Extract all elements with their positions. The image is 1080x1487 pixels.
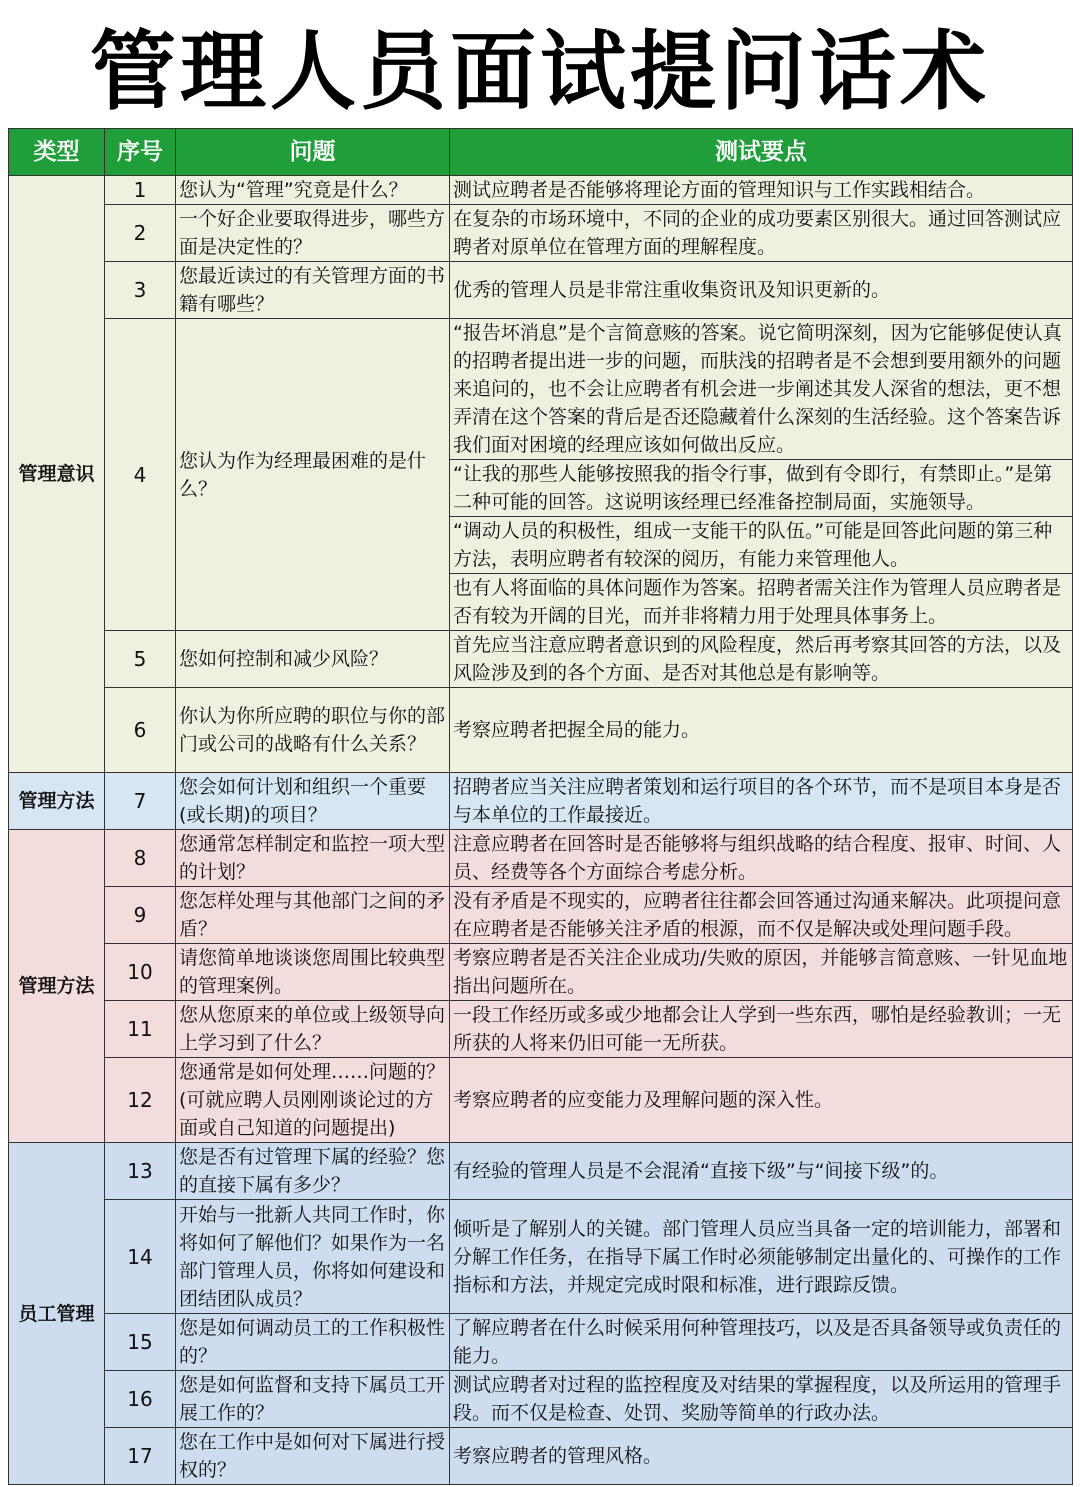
interview-table <box>8 128 1073 1485</box>
table-header-row <box>9 129 1073 176</box>
answer-cell: 有经验的管理人员是不会混淆“直接下级”与“间接下级”的。 <box>450 1143 1073 1200</box>
table-row <box>9 1371 1073 1428</box>
page-title: 管理人员面试提问话术 <box>90 22 990 122</box>
answer-cell: 招聘者应当关注应聘者策划和运行项目的各个环节，而不是项目本身是否与本单位的工作最接近。 <box>450 773 1073 830</box>
question-cell: 您认为“管理”究竟是什么？ <box>176 176 450 205</box>
header-question: 问题 <box>176 129 450 176</box>
answer-part: “调动人员的积极性，组成一支能干的队伍。”可能是回答此问题的第三种方法，表明应聘者有较深的阅历，有能力来管理他人。 <box>450 517 1072 574</box>
table-row <box>9 944 1073 1001</box>
category-cell: 员工管理 <box>9 1143 105 1485</box>
question-cell: 您最近读过的有关管理方面的书籍有哪些？ <box>176 262 450 319</box>
answer-cell: 没有矛盾是不现实的，应聘者往往都会回答通过沟通来解决。此项提问意在应聘者是否能够关注矛盾的根源，而不仅是解决或处理问题手段。 <box>450 887 1073 944</box>
category-cell: 管理方法 <box>9 830 105 1143</box>
row-number: 5 <box>105 631 176 688</box>
answer-cell: 一段工作经历或多或少地都会让人学到一些东西，哪怕是经验教训；一无所获的人将来仍旧可能一无所获。 <box>450 1001 1073 1058</box>
header-number: 序号 <box>105 129 176 176</box>
category-cell: 管理方法 <box>9 773 105 830</box>
row-number: 16 <box>105 1371 176 1428</box>
answer-cell <box>450 319 1073 631</box>
row-number: 12 <box>105 1058 176 1143</box>
table-row <box>9 1428 1073 1485</box>
question-cell: 你认为你所应聘的职位与你的部门或公司的战略有什么关系？ <box>176 688 450 773</box>
row-number: 6 <box>105 688 176 773</box>
row-number: 2 <box>105 205 176 262</box>
table-row <box>9 773 1073 830</box>
row-number: 15 <box>105 1314 176 1371</box>
header-test-points: 测试要点 <box>450 129 1073 176</box>
question-cell: 请您简单地谈谈您周围比较典型的管理案例。 <box>176 944 450 1001</box>
row-number: 17 <box>105 1428 176 1485</box>
table-row <box>9 176 1073 205</box>
row-number: 3 <box>105 262 176 319</box>
question-cell: 您是如何监督和支持下属员工开展工作的？ <box>176 1371 450 1428</box>
row-number: 14 <box>105 1200 176 1314</box>
question-cell: 开始与一批新人共同工作时，你将如何了解他们？如果作为一名部门管理人员，你将如何建设和团结团队成员？ <box>176 1200 450 1314</box>
table-row <box>9 688 1073 773</box>
header-type: 类型 <box>9 129 105 176</box>
table-row <box>9 1200 1073 1314</box>
category-cell: 管理意识 <box>9 176 105 773</box>
answer-part: “报告坏消息”是个言简意赅的答案。说它简明深刻，因为它能够促使认真的招聘者提出进一步的问题，而肤浅的招聘者是不会想到要用额外的问题来追问的，也不会让应聘者有机会进一步阐述其发人深省的想法，更不想弄清在这个答案的背后是否还隐藏着什么深刻的生活经验。这个答案告诉我们面对困境的经理应该如何做出反应。 <box>450 319 1072 460</box>
answer-cell: 考察应聘者的应变能力及理解问题的深入性。 <box>450 1058 1073 1143</box>
question-cell: 您通常怎样制定和监控一项大型的计划？ <box>176 830 450 887</box>
answer-cell: 考察应聘者的管理风格。 <box>450 1428 1073 1485</box>
answer-cell: 测试应聘者是否能够将理论方面的管理知识与工作实践相结合。 <box>450 176 1073 205</box>
answer-part: 也有人将面临的具体问题作为答案。招聘者需关注作为管理人员应聘者是否有较为开阔的目光，而并非将精力用于处理具体事务上。 <box>453 577 1062 627</box>
table-row <box>9 1314 1073 1371</box>
question-cell: 您如何控制和减少风险？ <box>176 631 450 688</box>
table-row <box>9 887 1073 944</box>
answer-cell: 倾听是了解别人的关键。部门管理人员应当具备一定的培训能力，部署和分解工作任务，在指导下属工作时必须能够制定出量化的、可操作的工作指标和方法，并规定完成时限和标准，进行跟踪反馈。 <box>450 1200 1073 1314</box>
table-row <box>9 631 1073 688</box>
row-number: 13 <box>105 1143 176 1200</box>
row-number: 10 <box>105 944 176 1001</box>
answer-cell: 在复杂的市场环境中，不同的企业的成功要素区别很大。通过回答测试应聘者对原单位在管理方面的理解程度。 <box>450 205 1073 262</box>
question-cell: 您通常是如何处理……问题的？(可就应聘人员刚刚谈论过的方面或自己知道的问题提出) <box>176 1058 450 1143</box>
table-row <box>9 1143 1073 1200</box>
answer-cell: 了解应聘者在什么时候采用何种管理技巧，以及是否具备领导或负责任的能力。 <box>450 1314 1073 1371</box>
answer-cell: 测试应聘者对过程的监控程度及对结果的掌握程度，以及所运用的管理手段。而不仅是检查、处罚、奖励等简单的行政办法。 <box>450 1371 1073 1428</box>
table-row <box>9 319 1073 631</box>
answer-cell: 首先应当注意应聘者意识到的风险程度，然后再考察其回答的方法，以及风险涉及到的各个方面、是否对其他总是有影响等。 <box>450 631 1073 688</box>
answer-cell: 优秀的管理人员是非常注重收集资讯及知识更新的。 <box>450 262 1073 319</box>
answer-cell: 考察应聘者把握全局的能力。 <box>450 688 1073 773</box>
answer-cell: 注意应聘者在回答时是否能够将与组织战略的结合程度、报审、时间、人员、经费等各个方面综合考虑分析。 <box>450 830 1073 887</box>
row-number: 8 <box>105 830 176 887</box>
answer-cell: 考察应聘者是否关注企业成功/失败的原因，并能够言简意赅、一针见血地指出问题所在。 <box>450 944 1073 1001</box>
question-cell: 您从您原来的单位或上级领导向上学习到了什么？ <box>176 1001 450 1058</box>
question-cell: 您在工作中是如何对下属进行授权的？ <box>176 1428 450 1485</box>
row-number: 11 <box>105 1001 176 1058</box>
question-cell: 您会如何计划和组织一个重要(或长期)的项目？ <box>176 773 450 830</box>
row-number: 1 <box>105 176 176 205</box>
question-cell: 您是否有过管理下属的经验？您的直接下属有多少？ <box>176 1143 450 1200</box>
question-cell: 一个好企业要取得进步，哪些方面是决定性的？ <box>176 205 450 262</box>
row-number: 4 <box>105 319 176 631</box>
table-row <box>9 1001 1073 1058</box>
question-cell: 您是如何调动员工的工作积极性的？ <box>176 1314 450 1371</box>
table-row <box>9 262 1073 319</box>
row-number: 9 <box>105 887 176 944</box>
answer-part: “让我的那些人能够按照我的指令行事，做到有令即行，有禁即止。”是第二种可能的回答。这说明该经理已经准备控制局面，实施领导。 <box>450 460 1072 517</box>
table-row <box>9 830 1073 887</box>
question-cell: 您认为作为经理最困难的是什么？ <box>176 319 450 631</box>
table-row <box>9 205 1073 262</box>
question-cell: 您怎样处理与其他部门之间的矛盾？ <box>176 887 450 944</box>
table-row <box>9 1058 1073 1143</box>
row-number: 7 <box>105 773 176 830</box>
